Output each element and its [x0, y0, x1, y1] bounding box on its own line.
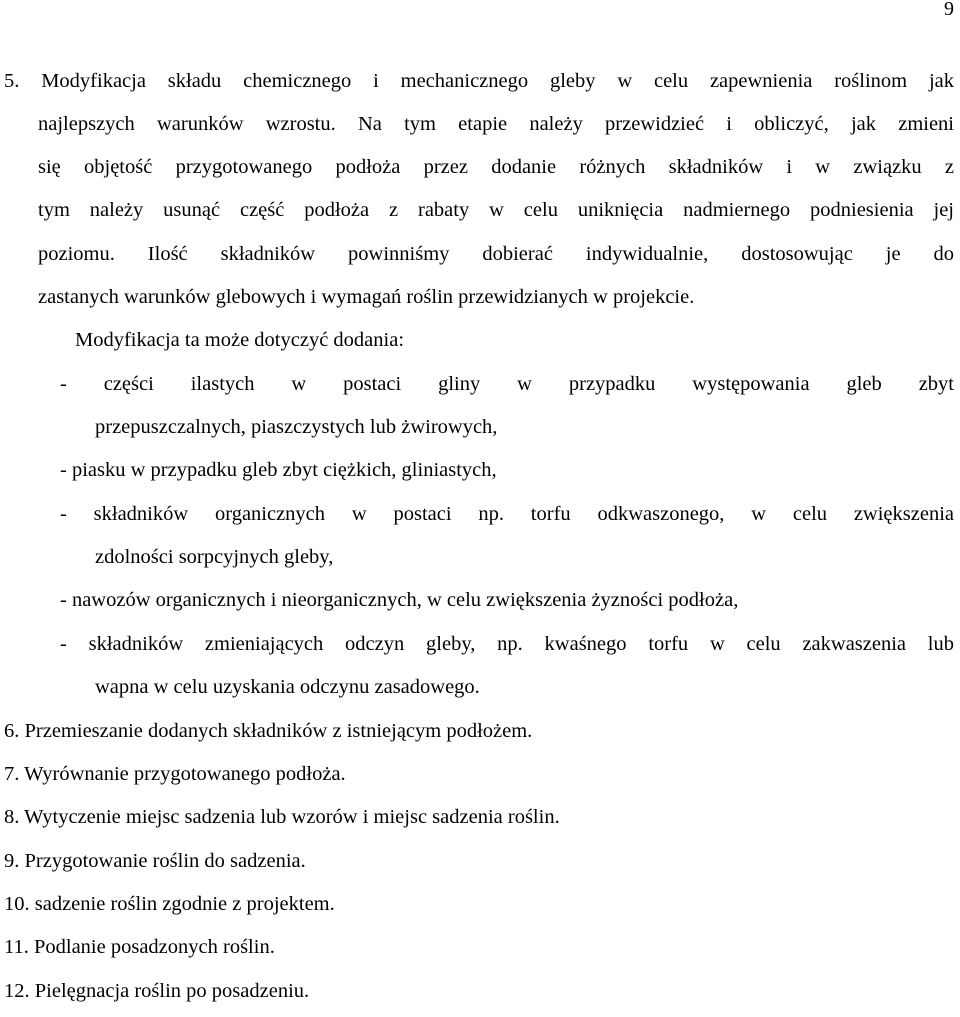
bullet-ph-line-2: wapna w celu uzyskania odczynu zasadowego.: [95, 676, 480, 698]
item-5-line-4: tym należy usunąć część podłoża z rabaty w celu uniknięcia nadmiernego podniesienia jej: [38, 199, 954, 221]
bullet-clay-line-2: przepuszczalnych, piaszczystych lub żwirowych,: [95, 416, 498, 438]
step-10: 10. sadzenie roślin zgodnie z projektem.: [4, 893, 335, 915]
page-number: 9: [944, 0, 954, 20]
item-5-line-1: 5. Modyfikacja składu chemicznego i mechanicznego gleby w celu zapewnienia roślinom jak: [4, 70, 954, 92]
step-9: 9. Przygotowanie roślin do sadzenia.: [4, 850, 306, 872]
item-5-line-5: poziomu. Ilość składników powinniśmy dobierać indywidualnie, dostosowując je do: [38, 243, 954, 265]
item-5-line-2: najlepszych warunków wzrostu. Na tym etapie należy przewidzieć i obliczyć, jak zmieni: [38, 113, 954, 135]
step-11: 11. Podlanie posadzonych roślin.: [4, 936, 275, 958]
step-7: 7. Wyrównanie przygotowanego podłoża.: [4, 763, 346, 785]
modification-intro: Modyfikacja ta może dotyczyć dodania:: [75, 329, 405, 351]
bullet-ph-line-1: - składników zmieniających odczyn gleby, np. kwaśnego torfu w celu zakwaszenia lub: [60, 633, 954, 655]
bullet-fertilizers: - nawozów organicznych i nieorganicznych, w celu zwiększenia żyzności podłoża,: [60, 589, 739, 611]
step-6: 6. Przemieszanie dodanych składników z istniejącym podłożem.: [4, 720, 533, 742]
step-12: 12. Pielęgnacja roślin po posadzeniu.: [4, 980, 310, 1002]
bullet-clay-line-1: - części ilastych w postaci gliny w przypadku występowania gleb zbyt: [60, 373, 954, 395]
bullet-sand: - piasku w przypadku gleb zbyt ciężkich, gliniastych,: [60, 459, 497, 481]
bullet-organic-line-2: zdolności sorpcyjnych gleby,: [95, 546, 334, 568]
step-8: 8. Wytyczenie miejsc sadzenia lub wzorów i miejsc sadzenia roślin.: [4, 806, 560, 828]
item-5-line-6: zastanych warunków glebowych i wymagań roślin przewidzianych w projekcie.: [38, 286, 695, 308]
item-5-line-3: się objętość przygotowanego podłoża przez dodanie różnych składników i w związku z: [38, 156, 954, 178]
bullet-organic-line-1: - składników organicznych w postaci np. torfu odkwaszonego, w celu zwiększenia: [60, 503, 954, 525]
